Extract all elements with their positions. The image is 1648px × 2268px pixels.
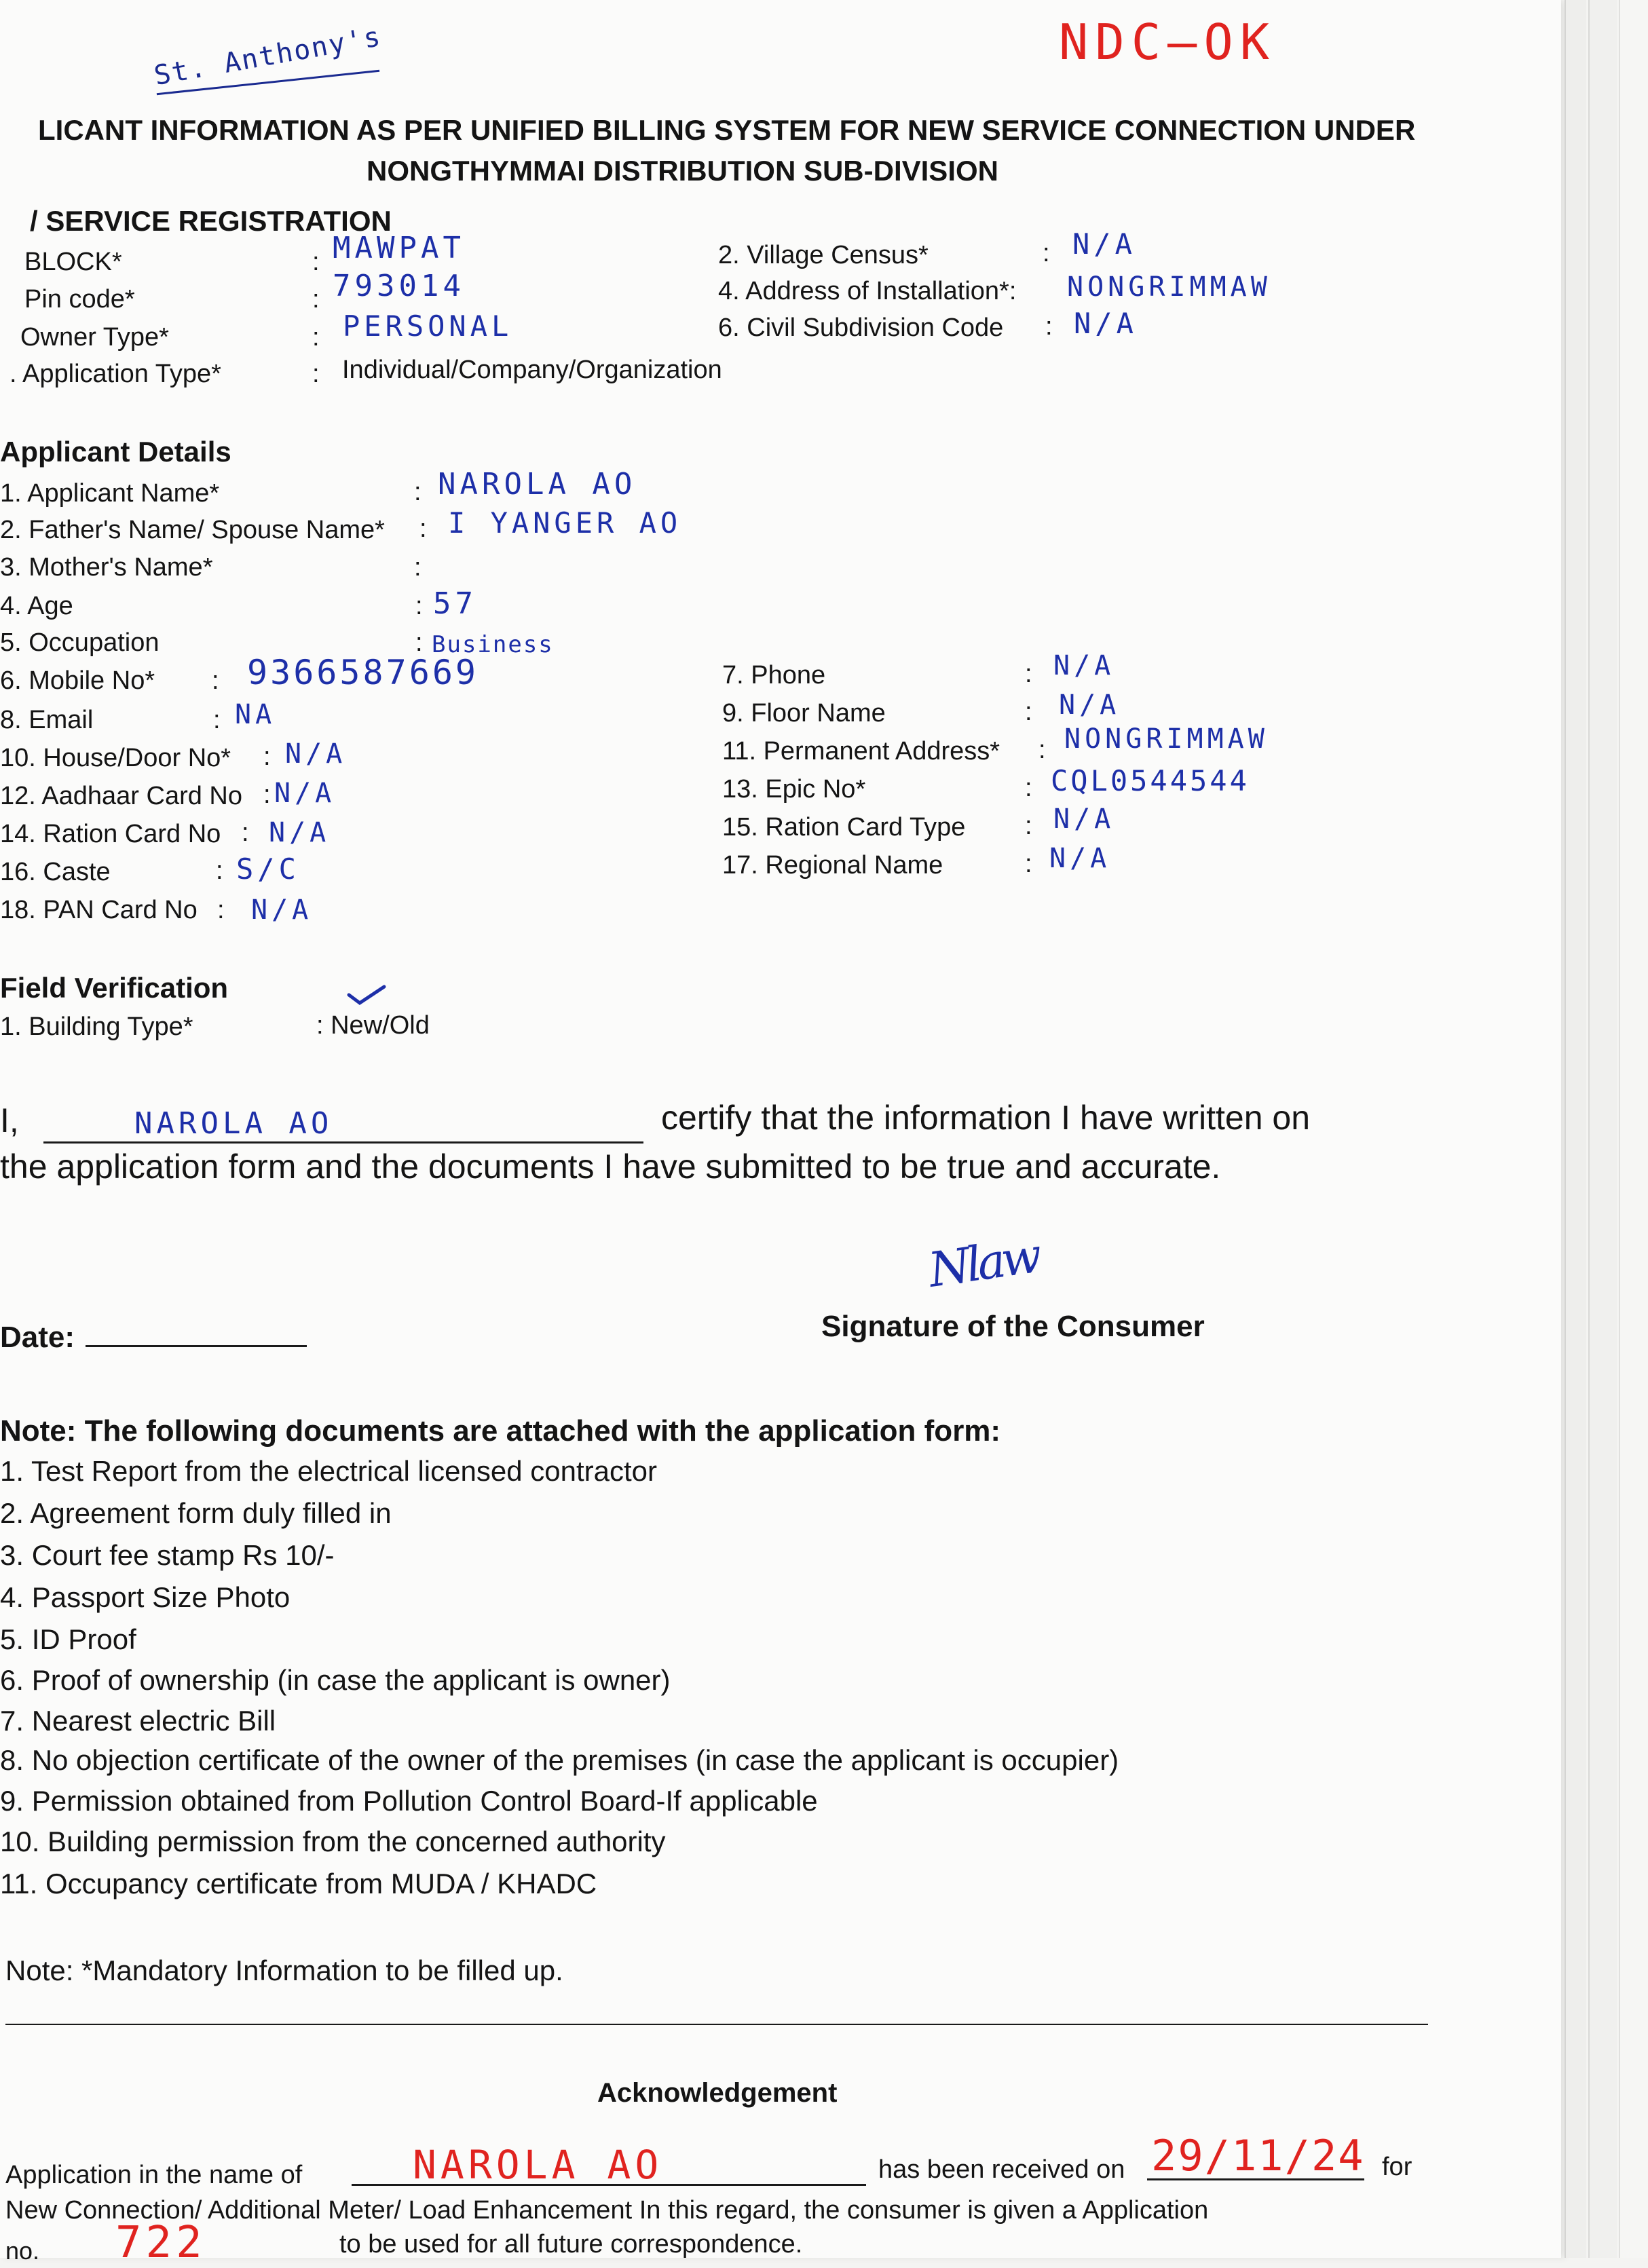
installation-address-value: NONGRIMMAW: [1067, 271, 1271, 303]
occupation-value: Business: [432, 631, 554, 658]
building-type-value: : New/Old: [316, 1011, 430, 1040]
documents-heading: Note: The following documents are attached with the application form:: [0, 1414, 1001, 1448]
check-mark-icon: [346, 983, 387, 1007]
certification-name: NAROLA AO: [134, 1106, 333, 1141]
document-item: 5. ID Proof: [0, 1623, 136, 1655]
permanent-address-value: NONGRIMMAW: [1064, 723, 1269, 755]
mobile-number-value: 9366587669: [247, 653, 479, 692]
section-divider: [5, 2024, 1428, 2025]
field-colon: :: [312, 323, 320, 352]
ack-date-line: [1147, 2178, 1364, 2180]
document-item: 4. Passport Size Photo: [0, 1581, 291, 1613]
date-line: [86, 1345, 307, 1347]
date-label: Date:: [0, 1321, 75, 1354]
ack-applicant-name: NAROLA AO: [413, 2142, 663, 2188]
field-colon: :: [414, 553, 422, 582]
field-colon: :: [217, 896, 225, 924]
certification-prefix: I,: [0, 1101, 19, 1139]
certification-name-line: [43, 1141, 643, 1144]
pan-card-value: N/A: [251, 894, 313, 926]
field-colon: :: [213, 706, 221, 734]
certification-text-line2: the application form and the documents I have submitted to be true and accurate.: [0, 1148, 1221, 1186]
ack-text-line2: New Connection/ Additional Meter/ Load Enhancement In this regard, the consumer is given a Application: [5, 2196, 1209, 2225]
field-label: 11. Permanent Address*: [722, 737, 1000, 766]
ack-text-line3: to be used for all future correspondence.: [339, 2230, 803, 2258]
village-census-value: N/A: [1072, 227, 1136, 261]
field-colon: :: [1025, 660, 1032, 688]
field-label: 3. Mother's Name*: [0, 553, 213, 582]
field-label: 12. Aadhaar Card No: [0, 782, 243, 810]
ration-card-type-value: N/A: [1053, 804, 1115, 835]
stacked-page-edge: [1619, 0, 1648, 2258]
ack-application-number: 722: [115, 2218, 206, 2268]
field-label: 14. Ration Card No: [0, 820, 221, 848]
document-item: 9. Permission obtained from Pollution Control Board-If applicable: [0, 1785, 818, 1817]
field-colon: :: [1038, 736, 1046, 764]
field-colon: :: [312, 285, 320, 314]
house-number-value: N/A: [285, 738, 347, 770]
field-colon: :: [419, 514, 427, 543]
field-colon: :: [263, 780, 271, 809]
field-colon: :: [312, 248, 320, 276]
field-colon: :: [414, 478, 422, 506]
school-note: St. Anthony's: [151, 20, 384, 92]
document-item: 2. Agreement form duly filled in: [0, 1497, 392, 1529]
field-label: 4. Address of Installation*:: [718, 277, 1017, 305]
document-item: 8. No objection certificate of the owner of the premises (in case the applicant is occupier): [0, 1744, 1119, 1776]
mandatory-note: Note: *Mandatory Information to be filled up.: [5, 1954, 563, 1986]
field-label: 13. Epic No*: [722, 775, 866, 804]
ack-text-for: for: [1382, 2153, 1412, 2181]
document-item: 7. Nearest electric Bill: [0, 1705, 276, 1737]
email-value: NA: [235, 699, 276, 730]
application-type-value: Individual/Company/Organization: [342, 356, 722, 384]
ack-text-no-prefix: no.: [5, 2237, 40, 2265]
certification-text-line1: certify that the information I have written on: [661, 1099, 1311, 1137]
stacked-page-edge: [1565, 0, 1586, 2258]
field-label: 9. Floor Name: [722, 699, 886, 727]
ack-name-line: [352, 2184, 866, 2186]
field-colon: :: [1025, 774, 1032, 802]
epic-number-value: CQL0544544: [1051, 764, 1250, 797]
field-label: 4. Age: [0, 592, 73, 620]
field-label: 1. Applicant Name*: [0, 479, 220, 508]
applicant-details-heading: Applicant Details: [0, 436, 231, 468]
field-colon: :: [1045, 312, 1053, 341]
phone-value: N/A: [1053, 650, 1115, 681]
field-label: 8. Email: [0, 706, 94, 734]
field-label: 17. Regional Name: [722, 851, 943, 880]
age-value: 57: [433, 586, 477, 621]
document-item: 11. Occupancy certificate from MUDA / KHADC: [0, 1868, 597, 1900]
document-item: 1. Test Report from the electrical licensed contractor: [0, 1455, 657, 1487]
aadhaar-value: N/A: [274, 778, 336, 809]
service-registration-heading: / SERVICE REGISTRATION: [30, 205, 392, 237]
father-name-value: I YANGER AO: [448, 506, 682, 540]
field-colon: :: [242, 818, 249, 847]
acknowledgement-heading: Acknowledgement: [597, 2078, 838, 2108]
applicant-name-value: NAROLA AO: [438, 467, 637, 502]
ration-card-value: N/A: [269, 817, 331, 848]
field-colon: :: [415, 592, 423, 620]
field-colon: :: [1025, 850, 1032, 878]
field-label: BLOCK*: [24, 248, 122, 276]
field-colon: :: [415, 628, 423, 657]
regional-name-value: N/A: [1049, 843, 1111, 874]
civil-subdivision-value: N/A: [1074, 307, 1138, 340]
ndc-ok-note: NDC—OK: [1059, 14, 1277, 71]
ack-received-date: 29/11/24: [1151, 2131, 1365, 2180]
field-colon: :: [1043, 239, 1050, 267]
field-colon: :: [1025, 698, 1032, 726]
block-value: MAWPAT: [333, 231, 465, 265]
field-label: 2. Father's Name/ Spouse Name*: [0, 516, 385, 544]
building-type-label: 1. Building Type*: [0, 1013, 193, 1041]
field-colon: :: [212, 666, 219, 695]
signature-label: Signature of the Consumer: [821, 1310, 1205, 1343]
field-label: 10. House/Door No*: [0, 744, 231, 772]
field-verification-heading: Field Verification: [0, 972, 229, 1004]
field-label: 2. Village Census*: [718, 241, 929, 269]
field-label: 6. Civil Subdivision Code: [718, 314, 1004, 342]
consumer-signature: Nlaw: [925, 1228, 1042, 1298]
pin-code-value: 793014: [333, 269, 465, 303]
field-label: 7. Phone: [722, 661, 826, 689]
form-title-line1: LICANT INFORMATION AS PER UNIFIED BILLING SYSTEM FOR NEW SERVICE CONNECTION UNDER: [38, 114, 1416, 146]
stacked-page-edge: [1588, 0, 1617, 2258]
field-label: 18. PAN Card No: [0, 896, 198, 924]
field-label: Owner Type*: [20, 323, 169, 352]
field-label: 5. Occupation: [0, 628, 160, 657]
field-label: 16. Caste: [0, 858, 111, 886]
ack-text-start: Application in the name of: [5, 2161, 303, 2189]
document-item: 6. Proof of ownership (in case the applicant is owner): [0, 1664, 671, 1696]
document-item: 3. Court fee stamp Rs 10/-: [0, 1539, 335, 1571]
field-colon: :: [263, 742, 271, 771]
field-colon: :: [1025, 812, 1032, 840]
document-item: 10. Building permission from the concerned authority: [0, 1826, 666, 1857]
field-label: 6. Mobile No*: [0, 666, 155, 695]
form-title-line2: NONGTHYMMAI DISTRIBUTION SUB-DIVISION: [367, 155, 998, 187]
ack-text-received: has been received on: [878, 2155, 1125, 2184]
field-label: . Application Type*: [10, 360, 221, 388]
caste-value: S/C: [236, 852, 300, 886]
owner-type-value: PERSONAL: [343, 309, 513, 343]
field-colon: :: [216, 856, 223, 885]
floor-name-value: N/A: [1059, 689, 1121, 721]
field-label: Pin code*: [24, 285, 135, 314]
field-label: 15. Ration Card Type: [722, 813, 966, 842]
field-colon: :: [312, 360, 320, 388]
